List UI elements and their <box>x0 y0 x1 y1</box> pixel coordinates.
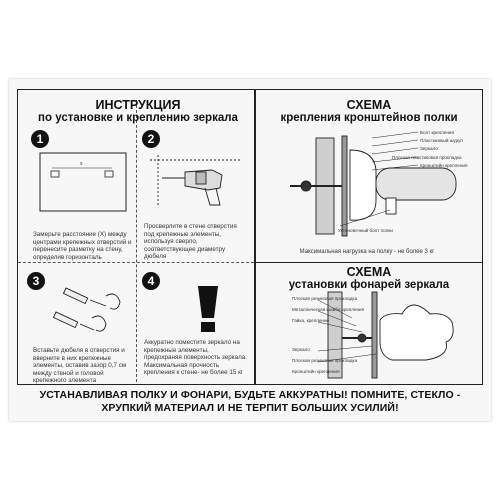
warning-exclamation-icon <box>198 286 218 332</box>
lamps-schema-title: СХЕМА <box>346 265 392 279</box>
shelf-schema-title: СХЕМА <box>346 98 392 112</box>
lamp-label-bracket: Кронштейн крепления <box>292 369 340 374</box>
step-2-text: Просверлите в стене отверстия под крепежные элементы, используя сверло, соответствующее диаметру дюбеля <box>144 223 237 261</box>
step-3-dowel-illustration <box>53 288 120 331</box>
lamp-label-rubber-gasket-2: Плоская резиновая прокладка <box>292 358 358 363</box>
step-2-badge: 2 <box>142 130 160 148</box>
shelf-label-mirror: Зеркало <box>420 146 438 151</box>
lamp-label-rubber-gasket: Плоская резиновая прокладка <box>292 296 358 301</box>
step-1-mirror-illustration <box>40 153 126 211</box>
shelf-label-flat-gasket: Плоская пластиковая прокладка <box>392 155 462 160</box>
step-1-text: Замерьте расстояние (X) между центрами крепежных отверстий и перенесите разметку на стену, определив горизонталь <box>33 231 132 261</box>
shelf-label-setting-bolt: Установочный болт полки <box>338 228 393 233</box>
step-3-text: Вставьте дюбеля в отверстия и вверните в них крепежные элементы, оставив зазор 0,7 см между стеной и головой крепежного элемента <box>33 347 127 385</box>
shelf-schema-subtitle: крепления кронштейнов полки <box>280 112 458 124</box>
shelf-label-plastic-screw: Пластиковый шуруп <box>420 138 463 143</box>
shelf-max-load: Максимальная нагрузка на полку - не более 3 кг <box>299 249 435 255</box>
warning-line-1: УСТАНАВЛИВАЯ ПОЛКУ И ФОНАРИ, БУДЬТЕ АККУРАТНЫ! ПОМНИТЕ, СТЕКЛО - <box>39 389 461 401</box>
lamps-schema-subtitle: установки фонарей зеркала <box>288 279 450 291</box>
step-2-drill-illustration <box>150 155 240 205</box>
lamp-label-mirror: Зеркало <box>292 347 310 352</box>
warning-line-2: ХРУПКИЙ МАТЕРИАЛ И НЕ ТЕРПИТ БОЛЬШИХ УСИЛИЙ! <box>101 402 399 414</box>
instruction-subtitle: по установке и креплению зеркала <box>38 112 238 124</box>
lamp-mount-diagram <box>318 292 453 378</box>
instruction-title: ИНСТРУКЦИЯ <box>95 98 181 112</box>
step-4-text: Аккуратно поместите зеркало на крепежные элементы, предохраняя поверхность зеркала. Максимальная прочность крепления к стене- не более 15 кг <box>144 339 248 377</box>
step-3-badge: 3 <box>27 272 45 290</box>
step-4-badge: 4 <box>142 272 160 290</box>
lamp-label-metal-washer: Металлическая шайба крепления <box>292 307 365 312</box>
x-dimension-label: x <box>80 161 83 167</box>
lamp-label-nut: Гайка, крепление <box>292 318 330 323</box>
shelf-label-bolt: Болт крепления <box>420 130 454 135</box>
step-1-badge: 1 <box>31 130 49 148</box>
shelf-label-bracket: Кронштейн крепления <box>420 163 468 168</box>
